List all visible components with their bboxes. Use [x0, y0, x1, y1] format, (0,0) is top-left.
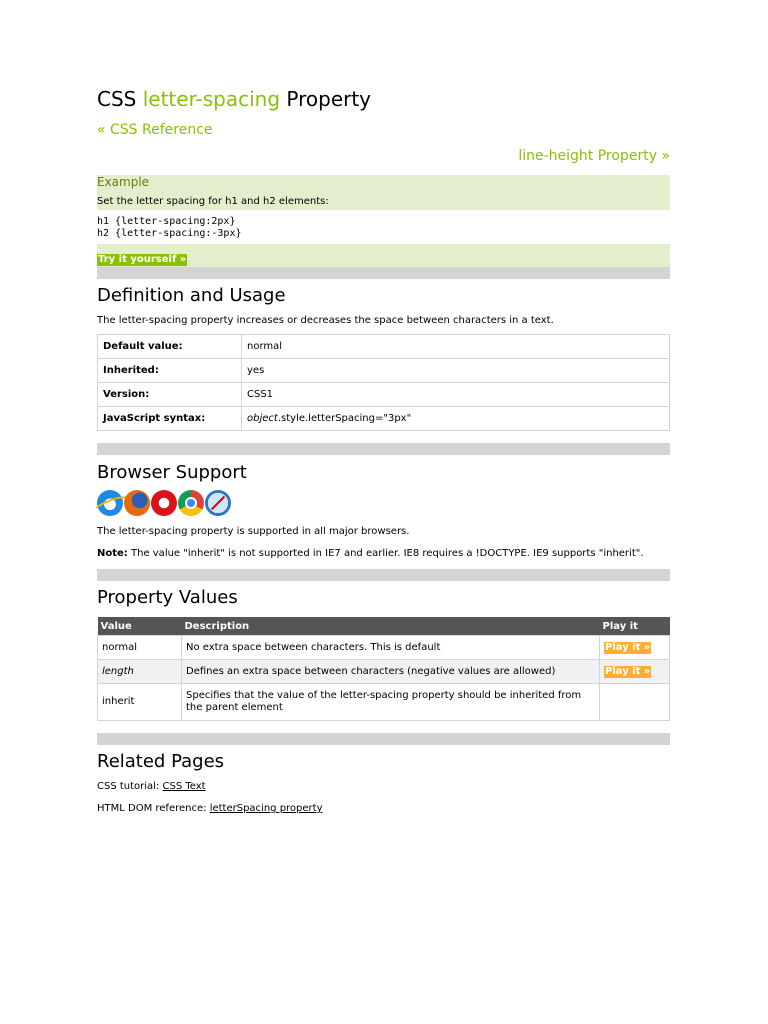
play-cell [600, 684, 670, 721]
table-row [98, 359, 670, 383]
property-values-heading: Property Values [97, 587, 238, 608]
play-it-button[interactable]: Play it » [605, 665, 651, 677]
code-line: h1 {letter-spacing:2px} [97, 216, 236, 227]
browser-support-heading: Browser Support [97, 462, 247, 483]
section-divider [97, 733, 670, 745]
next-link[interactable]: line-height Property » [518, 148, 670, 164]
letterspacing-property-link[interactable]: letterSpacing property [209, 803, 323, 814]
section-divider [97, 267, 670, 279]
example-code [97, 210, 670, 244]
play-cell [600, 636, 670, 660]
related-tutorial [97, 780, 670, 794]
property-values-table [97, 617, 670, 721]
note-label: Note: [97, 548, 128, 559]
table-value: normal [242, 335, 670, 359]
tutorial-label: CSS tutorial: [97, 781, 163, 792]
chrome-icon [178, 490, 204, 516]
table-value [242, 407, 670, 431]
browser-support-text: The letter-spacing property is supported in all major browsers. [97, 526, 410, 537]
code-line: h2 {letter-spacing:-3px} [97, 228, 242, 239]
related-pages-heading: Related Pages [97, 751, 225, 772]
safari-icon [205, 490, 231, 516]
column-header: Value [98, 617, 182, 636]
js-syntax-rest: .style.letterSpacing="3px" [277, 413, 412, 424]
description-cell: No extra space between characters. This is default [182, 636, 600, 660]
browser-icons [97, 488, 670, 518]
table-header-row [98, 617, 670, 636]
js-object-word: object [247, 413, 278, 424]
value-cell [98, 660, 182, 684]
example-description: Set the letter spacing for h1 and h2 elements: [97, 194, 670, 210]
value-cell: normal [98, 636, 182, 660]
internet-explorer-icon [97, 490, 123, 516]
note-text: The value "inherit" is not supported in IE7 and earlier. IE8 requires a !DOCTYPE. IE9 supports "inherit". [127, 548, 644, 559]
prev-link[interactable]: « CSS Reference [97, 122, 213, 138]
play-it-button[interactable]: Play it » [605, 641, 651, 653]
column-header: Play it [600, 617, 670, 636]
value-italic: length [102, 665, 134, 677]
table-value: yes [242, 359, 670, 383]
css-text-link[interactable]: CSS Text [162, 781, 206, 792]
table-row [98, 636, 670, 660]
related-dom [97, 802, 670, 816]
description-cell: Specifies that the value of the letter-spacing property should be inherited from the parent element [182, 684, 600, 721]
browser-note [97, 547, 670, 561]
description-cell: Defines an extra space between characters (negative values are allowed) [182, 660, 600, 684]
example-try-bar [97, 244, 670, 267]
table-key: Inherited: [98, 359, 242, 383]
title-prefix: CSS [97, 87, 143, 111]
value-cell: inherit [98, 684, 182, 721]
section-divider [97, 443, 670, 455]
play-cell [600, 660, 670, 684]
example-heading: Example [97, 175, 670, 194]
try-it-yourself-button[interactable]: Try it yourself » [98, 254, 187, 265]
table-key: Version: [98, 383, 242, 407]
opera-icon [151, 490, 177, 516]
table-row [98, 660, 670, 684]
example-box [97, 175, 670, 267]
dom-label: HTML DOM reference: [97, 803, 210, 814]
definition-heading: Definition and Usage [97, 285, 286, 306]
section-divider [97, 569, 670, 581]
table-row [98, 407, 670, 431]
definition-text: The letter-spacing property increases or decreases the space between characters in a text. [97, 315, 554, 326]
table-key: Default value: [98, 335, 242, 359]
firefox-icon [124, 490, 150, 516]
definition-table [97, 334, 670, 431]
table-row [98, 383, 670, 407]
column-header: Description [182, 617, 600, 636]
table-row [98, 684, 670, 721]
title-accent: letter-spacing [142, 87, 281, 111]
content [97, 84, 670, 816]
table-row [98, 335, 670, 359]
table-value: CSS1 [242, 383, 670, 407]
title-suffix: Property [280, 87, 372, 111]
table-key: JavaScript syntax: [98, 407, 242, 431]
page-title [97, 84, 670, 114]
